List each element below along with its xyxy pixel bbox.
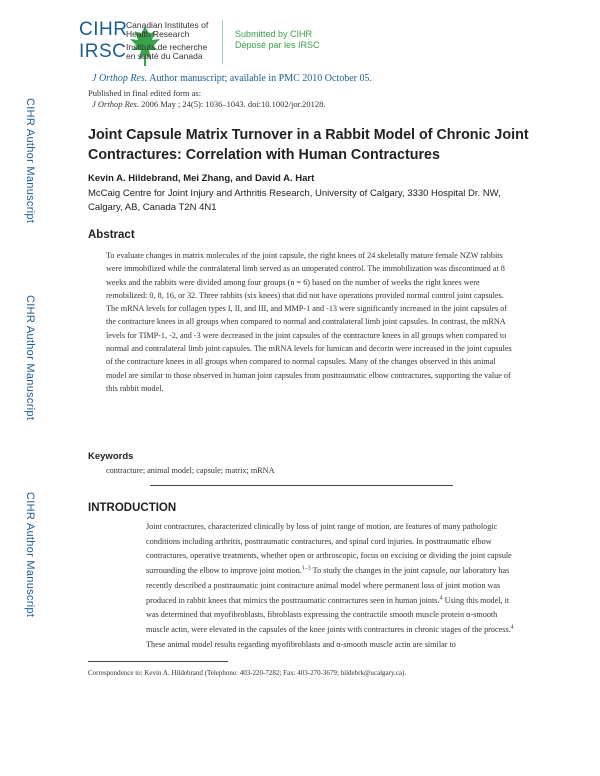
intro-paragraph bbox=[146, 520, 516, 652]
sidebar-label-1: CIHR Author Manuscript bbox=[24, 98, 36, 224]
abstract-text: To evaluate changes in matrix molecules of the joint capsule, the right knees of 24 skeletally mature female NZW rabbits were immobilized while the contralateral limb served as an unoperated control. The immobilization was discontinued at 8 weeks and the rabbits were divided among four groups (n = 6) based on the number of weeks the right knees were remobilized: 0, 8, 16, or 32. Three rabbits (six knees) that did not have operations provided normal control joint capsules. The mRNA levels for collagen types I, II, and III, and MMP-1 and -13 were significantly increased in the joint capsules of the contracture knees in all groups when compared to normal and contralateral limb joint capsules. In contrast, the mRNA levels for TIMP-1, -2, and -3 were decreased in the joint capsules of the contracture knees in all groups when compared to normal and contralateral limb joint capsules. The mRNA levels for lumican and decorin were increased in the joint capsules of the contracture knees in all groups when compared to normal capsules. Many of the changes observed in this animal model are similar to those observed in human joint capsules from posttraumatic elbow contractures, supporting the value of this rabbit model. bbox=[106, 251, 512, 393]
header-divider bbox=[222, 20, 223, 64]
intro-text-1: Joint contractures, characterized clinically by loss of joint range of motion, are features of many pathologic conditions including arthritis, posttraumatic contractures, and spinal cord injuries. In posttraumatic elbow contractures, operative treatments, whether open or arthroscopic, focus on excising or dividing the joint capsule surrounding the elbow to improve joint motion. bbox=[146, 522, 512, 576]
submitted-fr: Déposé par les IRSC bbox=[235, 40, 320, 50]
org-name-fr: Instituts de recherche en santé du Canada bbox=[126, 42, 208, 61]
sidebar-label-3: CIHR Author Manuscript bbox=[24, 492, 36, 618]
intro-text-4: These animal model results regarding myofibroblasts and α-smooth muscle actin are similar to bbox=[146, 639, 456, 649]
org-name-en: Canadian Institutes of Health Research bbox=[126, 20, 209, 39]
intro-heading: INTRODUCTION bbox=[88, 502, 177, 514]
brand-irsc: IRSC bbox=[79, 41, 127, 62]
published-label: Published in final edited form as: bbox=[88, 88, 202, 98]
paper-title: Joint Capsule Matrix Turnover in a Rabbit Model of Chronic Joint Contractures: Correlation with Human Contractures bbox=[88, 127, 529, 163]
brand-cihr: CIHR bbox=[79, 19, 128, 40]
citation-details: 2006 May ; 24(5): 1036–1043. doi:10.1002/jor.20128. bbox=[141, 99, 326, 109]
submitted-en: Submitted by CIHR bbox=[235, 29, 313, 39]
keywords-heading: Keywords bbox=[88, 451, 134, 462]
intro-text-2: To study the changes in the joint capsule, our laboratory has recently described a posttraumatic joint contracture animal model where permanent loss of joint motion was produced in rabbit knees that mimics the posttraumatic contractures seen in human joints. bbox=[146, 566, 510, 605]
footnote-rule bbox=[88, 661, 228, 662]
paper-affiliation: McCaig Centre for Joint Injury and Arthritis Research, University of Calgary, 3330 Hospital Dr. NW, Calgary, AB, Canada T2N 4N1 bbox=[88, 188, 501, 213]
ref-4a[interactable]: 4 bbox=[439, 594, 443, 601]
manuscript-journal[interactable]: J Orthop Res. bbox=[92, 73, 148, 84]
manuscript-availability bbox=[92, 73, 372, 84]
correspondence-footnote: Correspondence to: Kevin A. Hildebrand (Telephone: 403-220-7282; Fax: 403-270-3679; hildebrk@ucalgary.ca). bbox=[88, 669, 407, 677]
ref-1-3[interactable]: 1–3 bbox=[301, 565, 311, 572]
publication-info bbox=[88, 88, 326, 110]
intro-text-3: Using this model, it was determined that myofibroblasts, fibroblasts expressing the contractile smooth muscle protein α-smooth muscle actin, were elevated in the capsules of the knee joints with contractures in chronic stages of the process. bbox=[146, 595, 511, 634]
keywords-rule bbox=[150, 485, 453, 486]
keywords-list: contracture; animal model; capsule; matrix; mRNA bbox=[106, 466, 275, 475]
citation bbox=[88, 99, 326, 110]
ref-4b[interactable]: 4 bbox=[510, 624, 514, 631]
paper-authors: Kevin A. Hildebrand, Mei Zhang, and David A. Hart bbox=[88, 173, 315, 184]
sidebar-label-2: CIHR Author Manuscript bbox=[24, 295, 36, 421]
abstract-heading: Abstract bbox=[88, 229, 135, 241]
citation-journal: J Orthop Res. bbox=[92, 99, 139, 109]
submitted-by bbox=[235, 29, 320, 51]
manuscript-note: Author manuscript; available in PMC 2010 October 05. bbox=[149, 73, 372, 84]
